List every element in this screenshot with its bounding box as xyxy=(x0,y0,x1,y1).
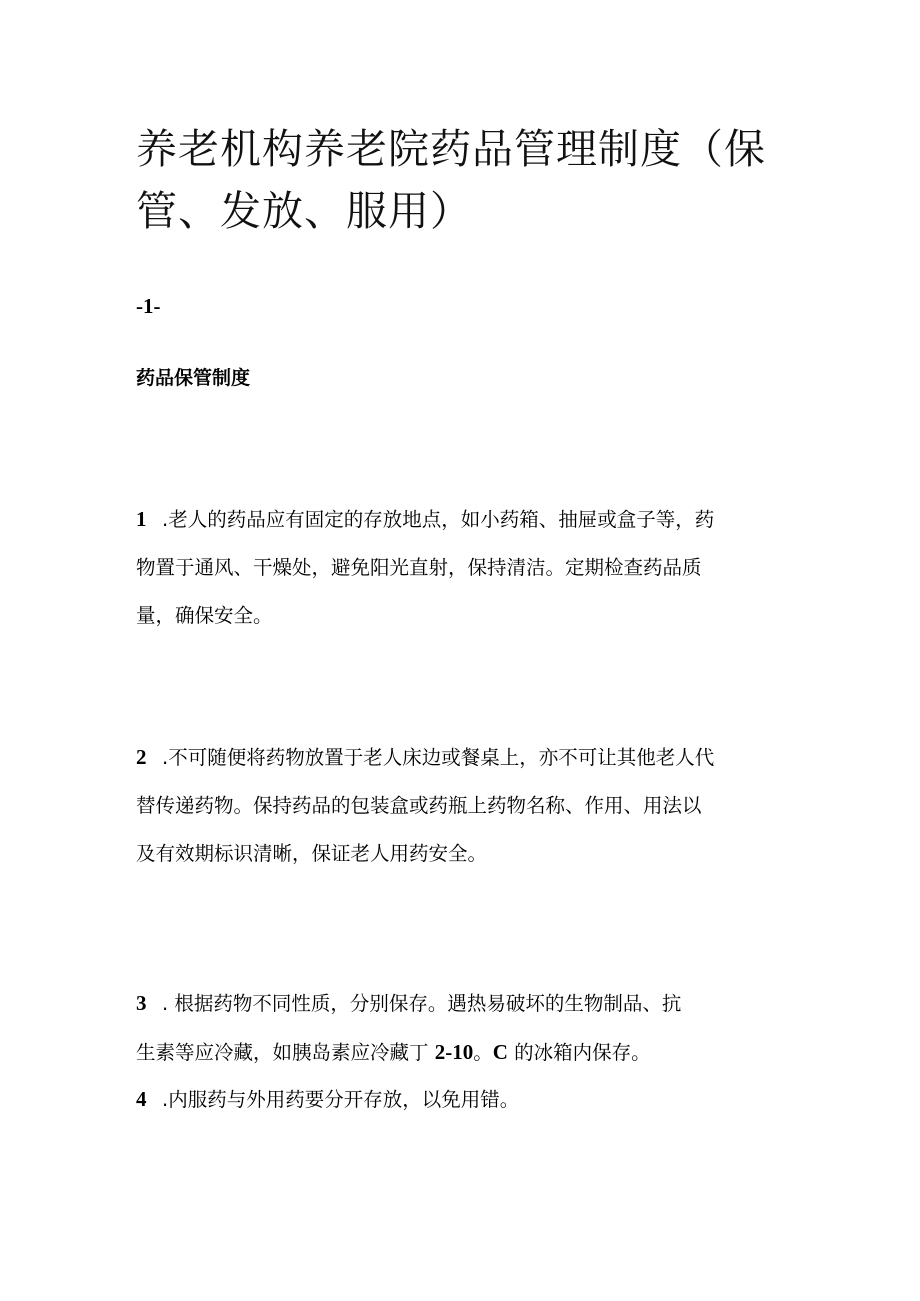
item-text: .内服药与外用药要分开存放，以免用错。 xyxy=(162,1088,520,1111)
item-1-line-2: 物置于通风、干燥处，避免阳光直射，保持清洁。定期检查药品质 xyxy=(136,556,702,579)
item-text: .不可随便将药物放置于老人床边或餐桌上，亦不可让其他老人代 xyxy=(162,746,715,769)
item-text: 生素等应冷藏，如胰岛素应冷藏丁 xyxy=(136,1041,435,1064)
list-item-1 xyxy=(136,495,786,640)
item-2-line-3: 及有效期标识清晰，保证老人用药安全。 xyxy=(136,842,488,865)
section-heading: 药品保管制度 xyxy=(136,367,251,389)
item-text: .老人的药品应有固定的存放地点，如小药箱、抽屉或盒子等，药 xyxy=(162,508,715,531)
list-item-2 xyxy=(136,733,786,878)
item-3-line-1 xyxy=(136,979,786,1028)
item-number: 4 xyxy=(136,1087,147,1111)
item-2-line-2: 替传递药物。保持药品的包装盒或药瓶上药物名称、作用、用法以 xyxy=(136,794,702,817)
item-number: 2 xyxy=(136,745,147,769)
page-number: -1- xyxy=(136,294,161,318)
title-line-2: 管、发放、服用） xyxy=(136,187,472,235)
item-4-line-1 xyxy=(136,1075,786,1124)
item-text: 。 xyxy=(473,1041,493,1064)
item-1-line-3: 量，确保安全。 xyxy=(136,604,273,627)
temperature-range: 2-10 xyxy=(434,1040,474,1064)
document-title xyxy=(136,118,796,242)
item-3-line-2 xyxy=(136,1028,786,1077)
item-number: 1 xyxy=(136,507,147,531)
item-1-line-1 xyxy=(136,495,786,544)
item-number: 3 xyxy=(136,991,147,1015)
item-text: . 根据药物不同性质，分别保存。遇热易破坏的生物制品、抗 xyxy=(162,992,682,1015)
list-item-4 xyxy=(136,1075,786,1124)
item-2-line-1 xyxy=(136,733,786,782)
list-item-3 xyxy=(136,979,786,1077)
item-text: 的冰箱内保存。 xyxy=(507,1041,651,1064)
title-line-1: 养老机构养老院药品管理制度（保 xyxy=(136,125,766,173)
temperature-unit: C xyxy=(492,1040,508,1064)
